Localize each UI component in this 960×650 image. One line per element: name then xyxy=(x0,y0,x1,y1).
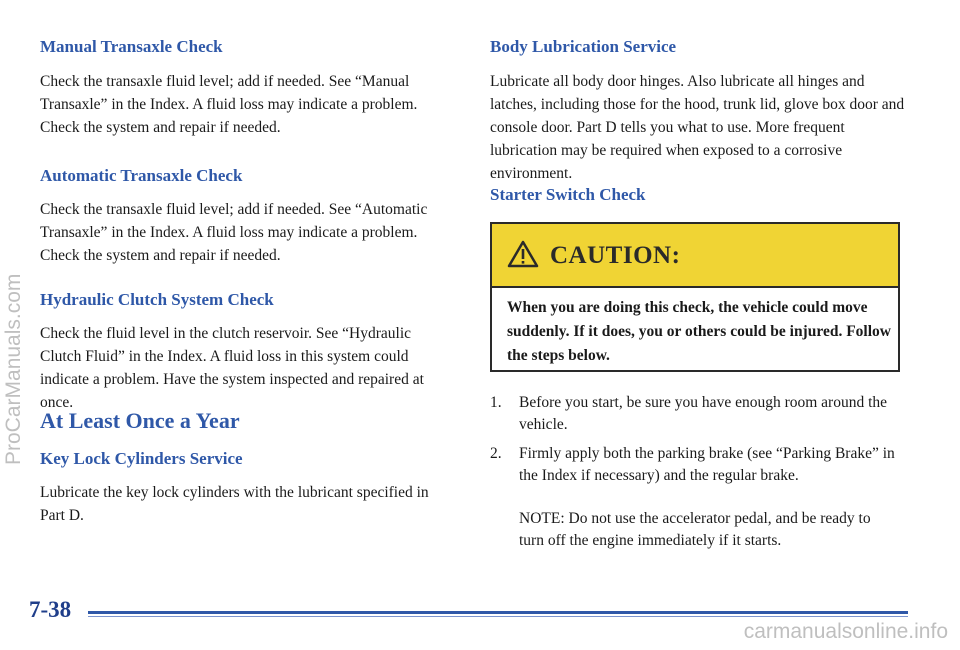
watermark-bottom: carmanualsonline.info xyxy=(743,620,948,643)
caution-title: CAUTION: xyxy=(550,242,681,269)
hydraulic-clutch-text: Check the fluid level in the clutch reservoir. See “Hydraulic Clutch Fluid” in the Index. A fluid loss in this system could indicate a problem. Have the system inspected and repaired at once. xyxy=(40,325,424,411)
step-number: 1. xyxy=(490,394,502,411)
automatic-transaxle-text: Check the transaxle fluid level; add if needed. See “Automatic Transaxle” in the Index. A fluid loss may indicate a problem. Check the system and repair if needed. xyxy=(40,201,428,264)
page-number: 7-38 xyxy=(29,597,72,622)
list-item xyxy=(490,443,900,487)
caution-box xyxy=(490,222,900,372)
key-lock-text: Lubricate the key lock cylinders with the lubricant specified in Part D. xyxy=(40,484,429,524)
list-item xyxy=(490,392,900,436)
section-heading: At Least Once a Year xyxy=(40,408,240,433)
caution-text: When you are doing this check, the vehicle could move suddenly. If it does, you or others could be injured. Follow the steps below. xyxy=(507,299,891,364)
manual-transaxle-heading: Manual Transaxle Check xyxy=(40,37,223,56)
hydraulic-clutch-heading: Hydraulic Clutch System Check xyxy=(40,290,274,309)
starter-switch-heading: Starter Switch Check xyxy=(490,185,646,204)
step-number: 2. xyxy=(490,445,502,462)
watermark-left: ProCarManuals.com xyxy=(2,273,25,465)
step-text: Before you start, be sure you have enough room around the vehicle. xyxy=(519,394,888,433)
footer-rule-thin xyxy=(88,616,908,617)
steps-list xyxy=(490,392,900,494)
note-text: NOTE: Do not use the accelerator pedal, and be ready to turn off the engine immediately if it starts. xyxy=(519,510,871,549)
body-lubrication-text: Lubricate all body door hinges. Also lubricate all hinges and latches, including those for the hood, trunk lid, glove box door and console door. Part D tells you what to use. More frequent lubrication may be required when exposed to a corrosive environment. xyxy=(490,73,905,182)
automatic-transaxle-heading: Automatic Transaxle Check xyxy=(40,166,243,185)
body-lubrication-heading: Body Lubrication Service xyxy=(490,37,677,56)
caution-header xyxy=(492,224,898,288)
footer-rule xyxy=(88,611,908,614)
warning-triangle-icon xyxy=(507,240,539,268)
manual-transaxle-text: Check the transaxle fluid level; add if needed. See “Manual Transaxle” in the Index. A fluid loss may indicate a problem. Check the system and repair if needed. xyxy=(40,73,418,136)
step-text: Firmly apply both the parking brake (see “Parking Brake” in the Index if necessary) and the regular brake. xyxy=(519,445,895,484)
key-lock-heading: Key Lock Cylinders Service xyxy=(40,449,243,468)
